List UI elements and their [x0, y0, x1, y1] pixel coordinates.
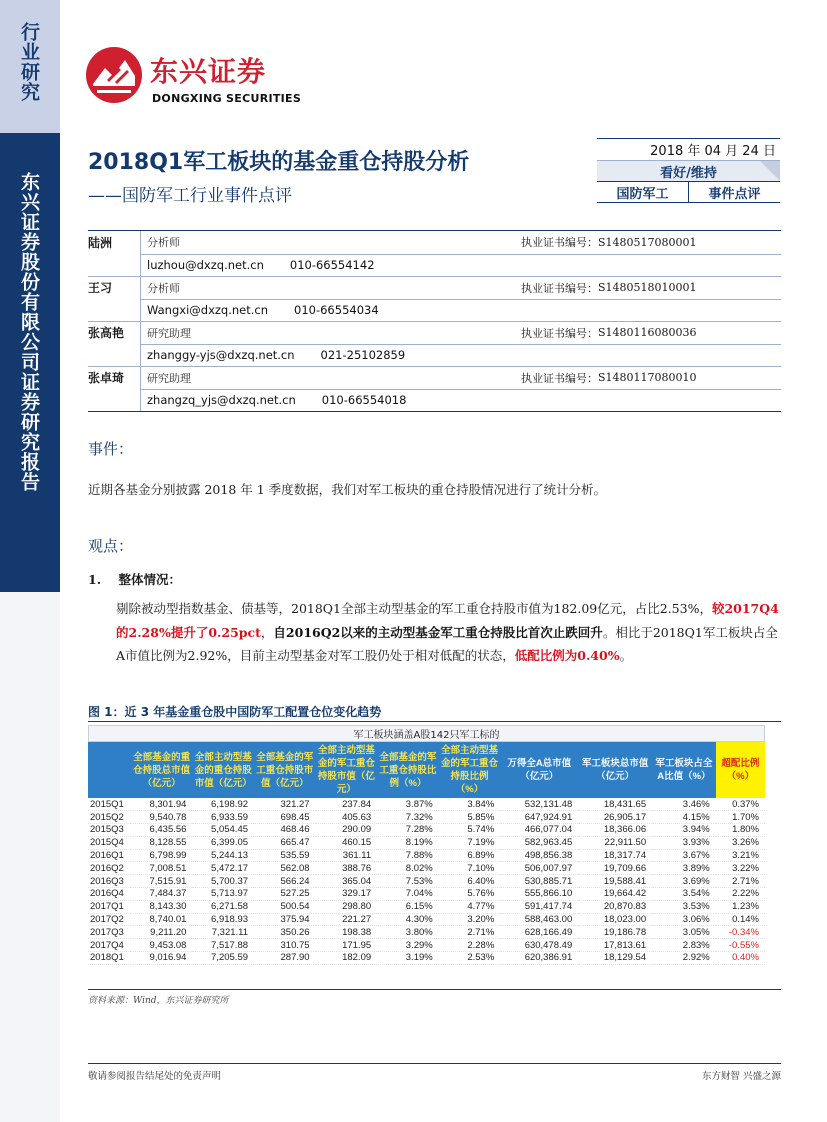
- table-cell: 5.74%: [439, 824, 501, 837]
- table-cell: 468.46: [254, 824, 316, 837]
- column-header: 全部主动型基金的军工重仓持股比例（%）: [439, 742, 501, 798]
- table-cell: 6,933.59: [192, 811, 254, 824]
- table-cell: 9,211.20: [131, 926, 193, 939]
- table-cell: 18,366.06: [578, 824, 652, 837]
- table-cell: 6,271.58: [192, 900, 254, 913]
- table-cell: 2.92%: [652, 952, 716, 965]
- column-header: [88, 742, 131, 798]
- table-row: [88, 900, 765, 913]
- table-cell: 1.70%: [716, 811, 765, 824]
- table-cell: 3.67%: [652, 849, 716, 862]
- analyst-email-link[interactable]: zhangzq_yjs@dxzq.net.cn: [147, 393, 296, 408]
- sidebar-category: 行业研究: [18, 22, 40, 102]
- analyst-phone: 010-66554018: [321, 393, 407, 408]
- table-cell: 3.20%: [439, 913, 501, 926]
- period-cell: 2017Q1: [88, 900, 131, 913]
- table-cell: 7,484.37: [131, 888, 193, 901]
- analyst-email-link[interactable]: zhanggy-yjs@dxzq.net.cn: [147, 348, 295, 363]
- period-cell: 2015Q3: [88, 824, 131, 837]
- sidebar-company-report: 东兴证券股份有限公司证券研究报告: [18, 172, 40, 492]
- tag-industry: 国防军工: [616, 186, 669, 202]
- footer-divider: [88, 1063, 781, 1064]
- table-cell: 6.15%: [377, 900, 439, 913]
- analyst-email-link[interactable]: Wangxi@dxzq.net.cn: [147, 303, 269, 318]
- table-cell: 237.84: [316, 798, 378, 811]
- table-row: [88, 913, 765, 926]
- table-row: [88, 849, 765, 862]
- table-row: [88, 926, 765, 939]
- table-cell: 321.27: [254, 798, 316, 811]
- analyst-phone: 010-66554142: [289, 258, 375, 273]
- section-heading: [88, 570, 181, 588]
- column-header: 超配比例（%）: [716, 742, 765, 798]
- divider: [88, 989, 781, 990]
- table-row: [88, 888, 765, 901]
- para-highlight: 较2017Q4的2.28%提升了0.25pct: [116, 601, 779, 640]
- table-row: [88, 824, 765, 837]
- period-cell: 2016Q4: [88, 888, 131, 901]
- table-cell: 19,186.78: [578, 926, 652, 939]
- license-number: S1480517080001: [598, 235, 697, 249]
- report-subtitle: ——国防军工行业事件点评: [88, 186, 292, 206]
- table-cell: 2.71%: [439, 926, 501, 939]
- table-cell: 7.28%: [377, 824, 439, 837]
- analyst-contact-row: [88, 389, 781, 412]
- table-cell: 3.69%: [652, 875, 716, 888]
- analyst-row: [88, 366, 781, 389]
- sidebar-lower: [0, 592, 60, 1122]
- analyst-contact-row: [88, 254, 781, 277]
- table-cell: 7,008.51: [131, 862, 193, 875]
- table-cell: 18,431.65: [578, 798, 652, 811]
- period-cell: 2016Q3: [88, 875, 131, 888]
- table-cell: 3.94%: [652, 824, 716, 837]
- table-cell: 298.80: [316, 900, 378, 913]
- analyst-contact-row: [88, 344, 781, 367]
- table-cell: 620,386.91: [500, 952, 578, 965]
- table-cell: 460.15: [316, 836, 378, 849]
- license-label: 执业证书编号：: [521, 236, 598, 250]
- table-cell: 535.59: [254, 849, 316, 862]
- table-cell: 5,472.17: [192, 862, 254, 875]
- section-title: 整体情况：: [118, 572, 181, 587]
- table-cell: 0.40%: [716, 952, 765, 965]
- table-cell: 500.54: [254, 900, 316, 913]
- table-cell: 2.83%: [652, 939, 716, 952]
- table-cell: 566.24: [254, 875, 316, 888]
- data-table: [88, 742, 765, 965]
- table-cell: 2.28%: [439, 939, 501, 952]
- analyst-row: [88, 321, 781, 344]
- table-cell: 3.53%: [652, 900, 716, 913]
- table-body: [88, 798, 765, 964]
- table-row: [88, 952, 765, 965]
- para-bold: 自2016Q2以来的主动型基金军工重仓持股比首次止跌回升: [273, 624, 603, 640]
- table-cell: 329.17: [316, 888, 378, 901]
- table-cell: 4.77%: [439, 900, 501, 913]
- table-cell: 6.40%: [439, 875, 501, 888]
- table-cell: 26,905.17: [578, 811, 652, 824]
- table-cell: 5,244.13: [192, 849, 254, 862]
- analyst-name: 张高艳: [88, 326, 125, 341]
- table-cell: 466,077.04: [500, 824, 578, 837]
- table-cell: 588,463.00: [500, 913, 578, 926]
- table-cell: 562.08: [254, 862, 316, 875]
- tag-type: 事件点评: [688, 182, 780, 202]
- analyst-phone: 021-25102859: [320, 348, 406, 363]
- analyst-role: 分析师: [147, 281, 180, 295]
- analyst-row: [88, 231, 781, 254]
- event-text: 近期各基金分别披露 2018 年 1 季度数据，我们对军工板块的重仓持股情况进行了统计分析。: [88, 482, 607, 497]
- table-cell: 5,713.97: [192, 888, 254, 901]
- table-cell: 665.47: [254, 836, 316, 849]
- table-cell: 3.29%: [377, 939, 439, 952]
- rating-label: 看好/维持: [660, 165, 717, 181]
- table-cell: 7,321.11: [192, 926, 254, 939]
- table-cell: 182.09: [316, 952, 378, 965]
- report-meta-box: [597, 138, 780, 203]
- table-cell: 6.89%: [439, 849, 501, 862]
- analyst-table: [88, 230, 781, 412]
- column-header: 全部主动型基金的军工重仓持股市值（亿元）: [316, 742, 378, 798]
- table-cell: 0.37%: [716, 798, 765, 811]
- para-text: ，: [260, 624, 274, 640]
- table-cell: 4.30%: [377, 913, 439, 926]
- table-cell: 3.06%: [652, 913, 716, 926]
- table-cell: 221.27: [316, 913, 378, 926]
- figure-table-container: [88, 725, 765, 988]
- table-cell: 17,813.61: [578, 939, 652, 952]
- table-cell: 647,924.91: [500, 811, 578, 824]
- table-cell: 2.22%: [716, 888, 765, 901]
- section-number: 1.: [88, 572, 102, 587]
- table-cell: 9,016.94: [131, 952, 193, 965]
- para-text: 剔除被动型指数基金、债基等，2018Q1全部主动型基金的军工重仓持股市值为182.09亿元，占比2.53%，: [116, 601, 712, 616]
- table-cell: 9,540.78: [131, 811, 193, 824]
- license-number: S1480116080036: [598, 326, 697, 340]
- table-cell: 350.26: [254, 926, 316, 939]
- table-row: [88, 836, 765, 849]
- para-highlight: 低配比例为0.40%: [514, 648, 620, 663]
- table-row: [88, 875, 765, 888]
- table-cell: 310.75: [254, 939, 316, 952]
- table-cell: 290.09: [316, 824, 378, 837]
- period-cell: 2015Q4: [88, 836, 131, 849]
- table-row: [88, 811, 765, 824]
- column-header: 军工板块占全A比值（%）: [652, 742, 716, 798]
- column-header: 全部基金的军工重仓持股市值（亿元）: [254, 742, 316, 798]
- analyst-name: 陆洲: [88, 235, 113, 250]
- period-cell: 2017Q2: [88, 913, 131, 926]
- table-cell: 555,866.10: [500, 888, 578, 901]
- logo-name-cn: 东兴证券: [150, 55, 267, 88]
- table-cell: 7.04%: [377, 888, 439, 901]
- license-number: S1480117080010: [598, 371, 697, 385]
- report-title: 2018Q1军工板块的基金重仓持股分析: [88, 150, 470, 175]
- table-cell: 628,166.49: [500, 926, 578, 939]
- table-cell: 591,417.74: [500, 900, 578, 913]
- table-cell: 2.71%: [716, 875, 765, 888]
- report-tags: [597, 181, 780, 203]
- table-cell: 7,205.59: [192, 952, 254, 965]
- table-cell: 630,478.49: [500, 939, 578, 952]
- table-cell: 3.80%: [377, 926, 439, 939]
- table-cell: 7,517.88: [192, 939, 254, 952]
- figure-title: 图 1：近 3 年基金重仓股中国防军工配置仓位变化趋势: [88, 705, 382, 719]
- table-cell: 171.95: [316, 939, 378, 952]
- table-cell: 3.21%: [716, 849, 765, 862]
- table-cell: 3.19%: [377, 952, 439, 965]
- table-cell: -0.55%: [716, 939, 765, 952]
- table-cell: 530,885.71: [500, 875, 578, 888]
- footer-slogan: 东方财智 兴盛之源: [701, 1071, 781, 1082]
- license-label: 执业证书编号：: [521, 326, 598, 340]
- table-cell: 5.85%: [439, 811, 501, 824]
- table-cell: 527.25: [254, 888, 316, 901]
- report-rating: [597, 160, 780, 181]
- table-row: [88, 862, 765, 875]
- table-cell: 7.19%: [439, 836, 501, 849]
- analyst-email-link[interactable]: luzhou@dxzq.net.cn: [147, 258, 264, 273]
- analyst-name: 王习: [88, 281, 113, 296]
- table-cell: 8.19%: [377, 836, 439, 849]
- table-cell: 2.53%: [439, 952, 501, 965]
- period-cell: 2017Q4: [88, 939, 131, 952]
- table-cell: 3.93%: [652, 836, 716, 849]
- table-cell: 8,740.01: [131, 913, 193, 926]
- table-cell: 6,198.92: [192, 798, 254, 811]
- analyst-row: [88, 276, 781, 299]
- corner-triangle-icon: [760, 161, 780, 181]
- table-cell: 3.46%: [652, 798, 716, 811]
- figure-source: 资料来源：Wind，东兴证券研究所: [88, 996, 229, 1006]
- view-heading: 观点：: [88, 537, 134, 555]
- report-date: 2018 年 04 月 24 日: [597, 138, 780, 160]
- table-cell: 7.32%: [377, 811, 439, 824]
- analyst-role: 研究助理: [147, 371, 191, 385]
- license-label: 执业证书编号：: [521, 281, 598, 295]
- table-cell: 3.89%: [652, 862, 716, 875]
- divider: [88, 721, 781, 722]
- table-cell: 6,399.05: [192, 836, 254, 849]
- table-cell: 7,515.91: [131, 875, 193, 888]
- dongxing-logo-icon: [85, 46, 143, 104]
- table-cell: 3.05%: [652, 926, 716, 939]
- table-cell: 5.76%: [439, 888, 501, 901]
- license-number: S1480518010001: [598, 281, 697, 295]
- table-cell: 9,453.08: [131, 939, 193, 952]
- analyst-role: 研究助理: [147, 326, 191, 340]
- analyst-role: 分析师: [147, 236, 180, 250]
- table-cell: 8,143.30: [131, 900, 193, 913]
- table-cell: 8.02%: [377, 862, 439, 875]
- table-cell: 18,023.00: [578, 913, 652, 926]
- table-cell: 19,709.66: [578, 862, 652, 875]
- period-cell: 2016Q2: [88, 862, 131, 875]
- table-cell: 3.87%: [377, 798, 439, 811]
- column-header: 全部基金的重仓持股总市值（亿元）: [131, 742, 193, 798]
- table-cell: 361.11: [316, 849, 378, 862]
- table-row: [88, 798, 765, 811]
- table-cell: 19,588.41: [578, 875, 652, 888]
- column-header: 全部基金的军工重仓持股比例（%）: [377, 742, 439, 798]
- table-cell: 4.15%: [652, 811, 716, 824]
- table-cell: 8,301.94: [131, 798, 193, 811]
- analyst-contact-row: [88, 299, 781, 322]
- table-cell: 5,054.45: [192, 824, 254, 837]
- table-cell: 532,131.48: [500, 798, 578, 811]
- table-cell: 6,435.56: [131, 824, 193, 837]
- analyst-phone: 010-66554034: [294, 303, 379, 318]
- footer-disclaimer: 敬请参阅报告结尾处的免责声明: [88, 1071, 222, 1082]
- table-cell: 20,870.83: [578, 900, 652, 913]
- table-cell: 1.23%: [716, 900, 765, 913]
- para-text: 。: [619, 648, 633, 663]
- table-cell: 582,963.45: [500, 836, 578, 849]
- table-header-row: [88, 742, 765, 798]
- column-header: 全部主动型基金的重仓持股市值（亿元）: [192, 742, 254, 798]
- table-cell: -0.34%: [716, 926, 765, 939]
- table-cell: 7.88%: [377, 849, 439, 862]
- overview-paragraph: [116, 597, 780, 668]
- table-cell: 1.80%: [716, 824, 765, 837]
- table-cell: 5,700.37: [192, 875, 254, 888]
- logo-name-en: DONGXING SECURITIES: [152, 92, 302, 105]
- table-cell: 7.53%: [377, 875, 439, 888]
- table-cell: 6,798.99: [131, 849, 193, 862]
- table-cell: 7.10%: [439, 862, 501, 875]
- table-cell: 506,007.97: [500, 862, 578, 875]
- license-label: 执业证书编号：: [521, 371, 598, 385]
- period-cell: 2016Q1: [88, 849, 131, 862]
- para-text: 。相比于2018Q1军工板块占全A市值比例为2.92%，目前主动型基金对军工股仍处于相对低配的状态，: [116, 624, 778, 663]
- table-cell: 18,129.54: [578, 952, 652, 965]
- period-cell: 2015Q2: [88, 811, 131, 824]
- table-cell: 3.26%: [716, 836, 765, 849]
- column-header: 军工板块总市值（亿元）: [578, 742, 652, 798]
- figure-banner: 军工板块涵盖A股142只军工标的: [88, 725, 765, 742]
- analyst-name: 张卓琦: [88, 371, 125, 386]
- table-cell: 6,918.93: [192, 913, 254, 926]
- period-cell: 2017Q3: [88, 926, 131, 939]
- table-cell: 0.14%: [716, 913, 765, 926]
- column-header: 万得全A总市值（亿元）: [500, 742, 578, 798]
- table-cell: 3.22%: [716, 862, 765, 875]
- table-cell: 3.84%: [439, 798, 501, 811]
- table-cell: 405.63: [316, 811, 378, 824]
- table-cell: 198.38: [316, 926, 378, 939]
- table-cell: 498,856.38: [500, 849, 578, 862]
- table-cell: 365.04: [316, 875, 378, 888]
- table-cell: 19,664.42: [578, 888, 652, 901]
- table-cell: 22,911.50: [578, 836, 652, 849]
- table-cell: 8,128.55: [131, 836, 193, 849]
- event-heading: 事件：: [88, 440, 134, 458]
- table-cell: 698.45: [254, 811, 316, 824]
- table-cell: 375.94: [254, 913, 316, 926]
- period-cell: 2018Q1: [88, 952, 131, 965]
- table-cell: 3.54%: [652, 888, 716, 901]
- period-cell: 2015Q1: [88, 798, 131, 811]
- table-cell: 18,317.74: [578, 849, 652, 862]
- table-cell: 287.90: [254, 952, 316, 965]
- table-row: [88, 939, 765, 952]
- table-cell: 388.76: [316, 862, 378, 875]
